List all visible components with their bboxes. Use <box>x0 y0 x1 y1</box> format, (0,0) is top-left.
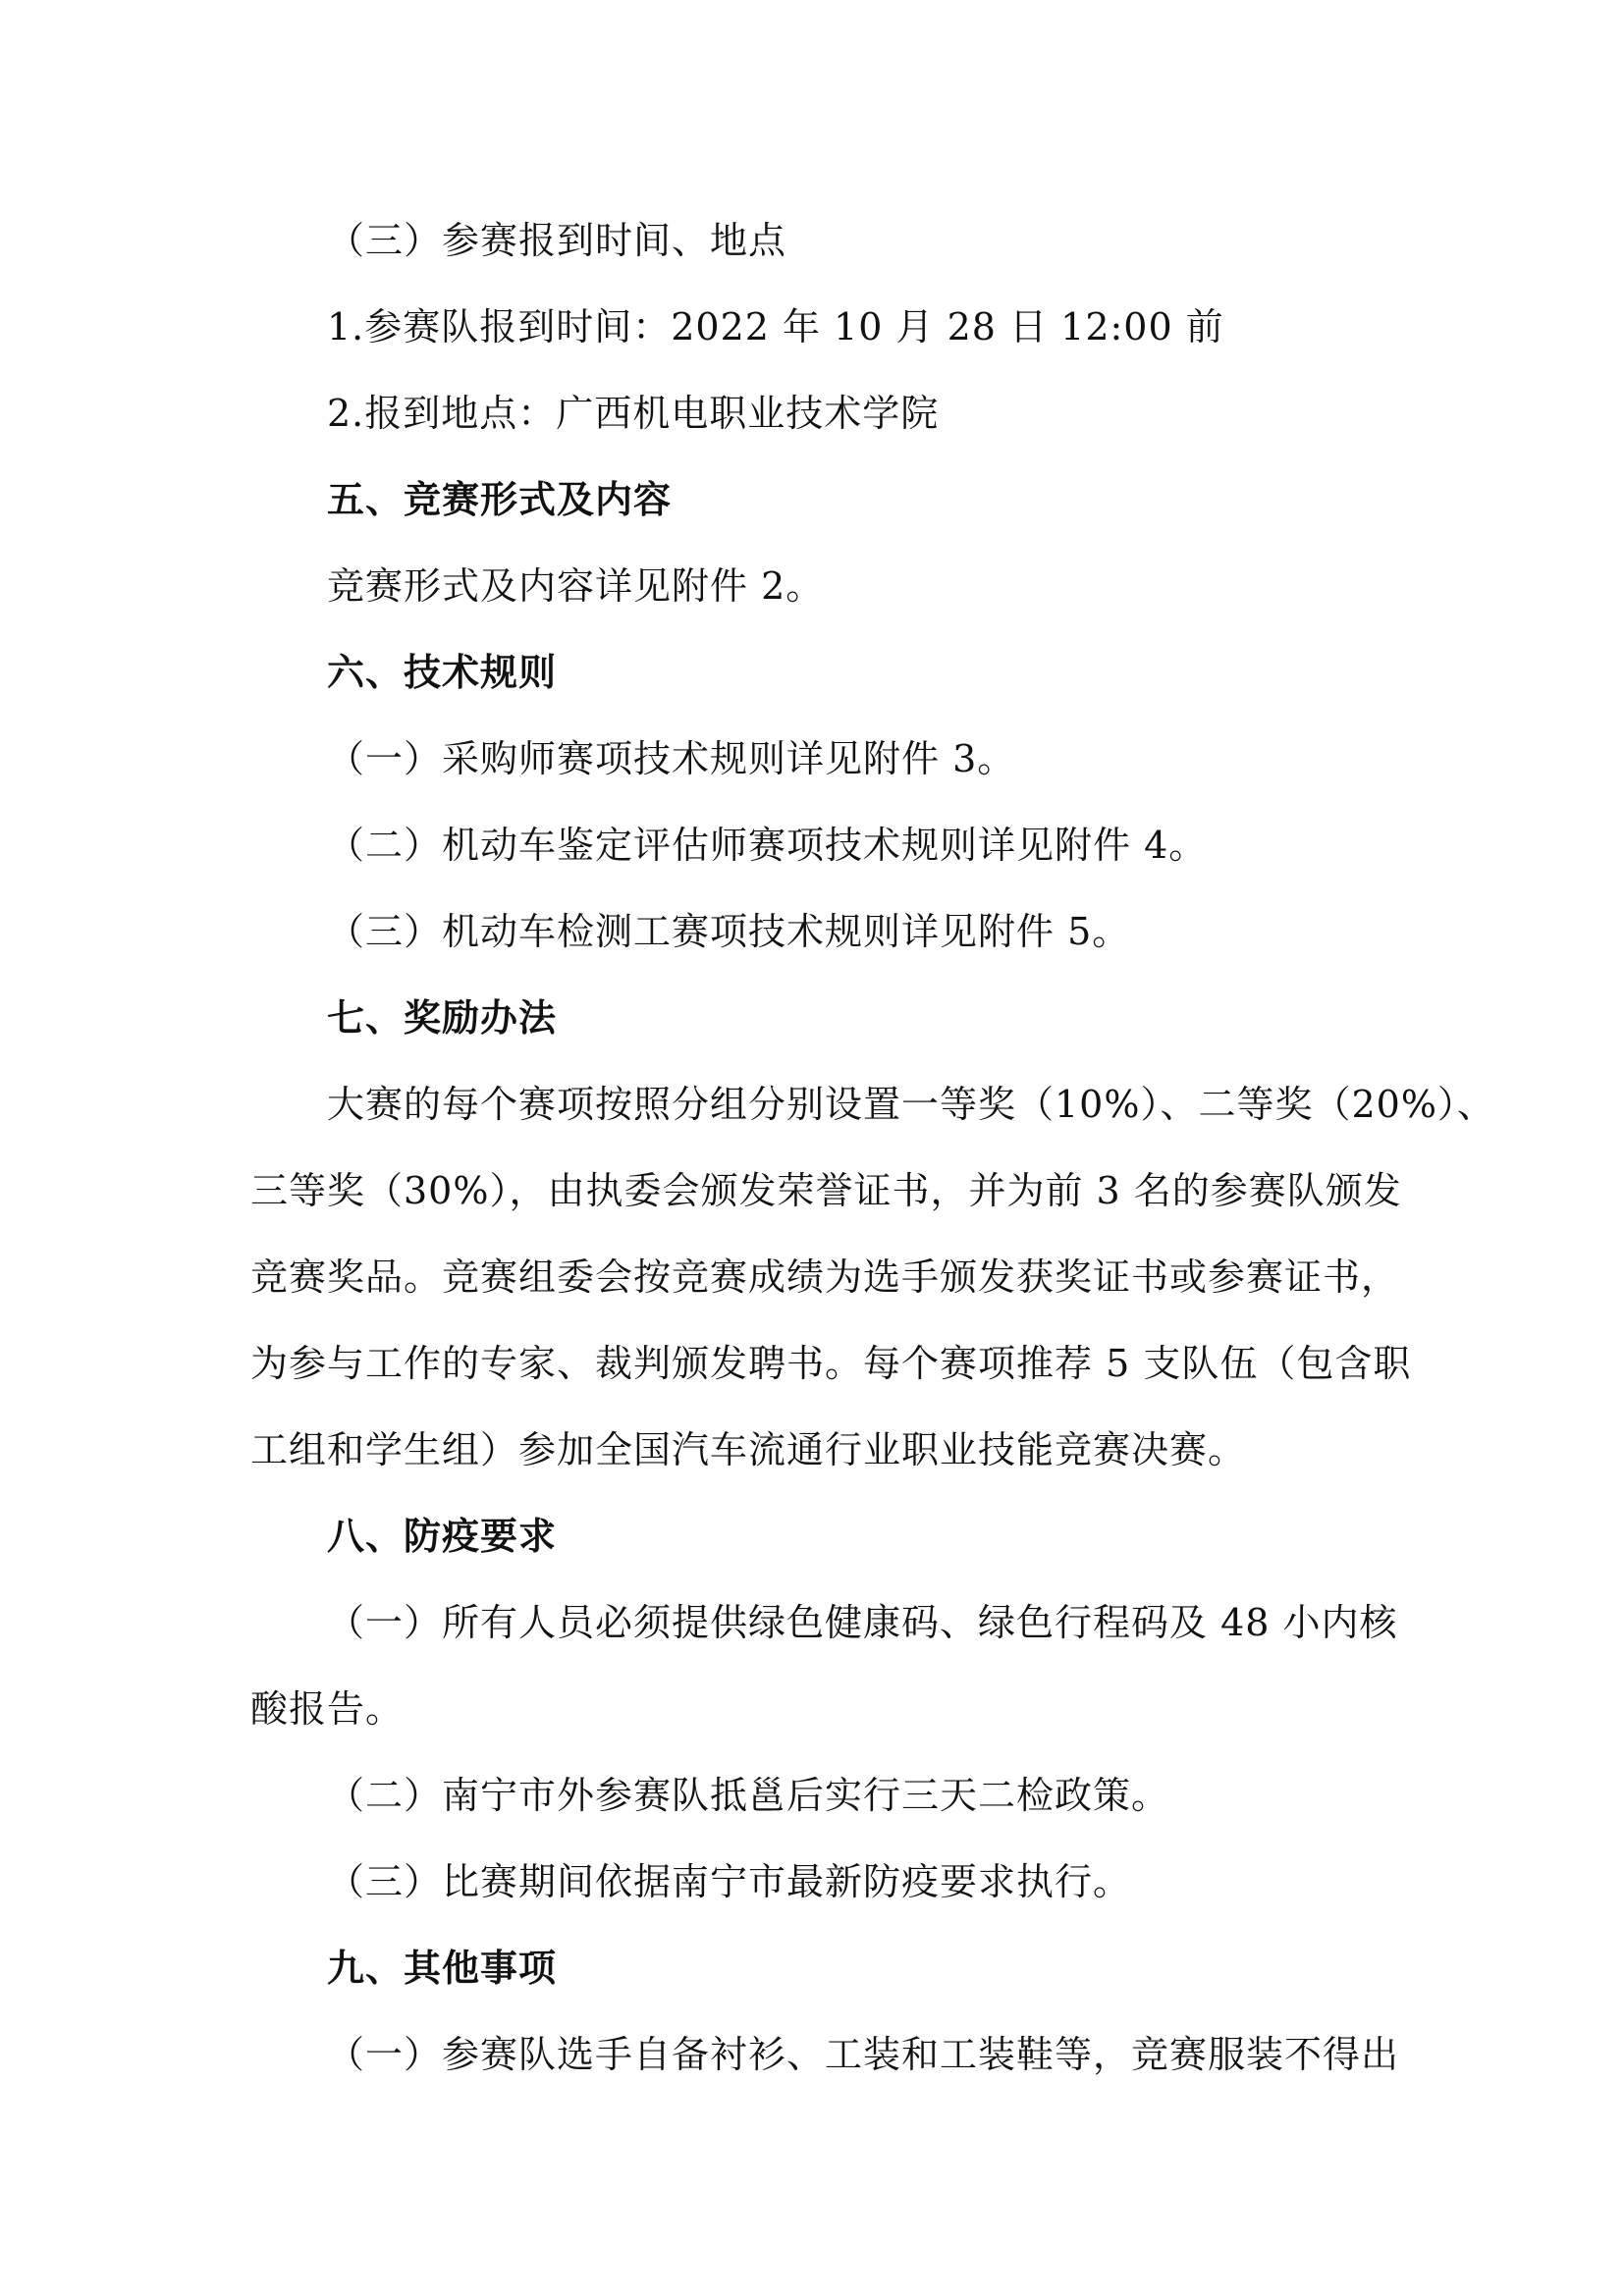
subsection-title-registration: （三）参赛报到时间、地点 <box>327 219 787 262</box>
section-heading-7: 七、奖励办法 <box>327 996 558 1040</box>
section-8-item-3: （三）比赛期间依据南宁市最新防疫要求执行。 <box>327 1860 1132 1903</box>
section-heading-8: 八、防疫要求 <box>327 1515 558 1558</box>
section-7-para-line-3: 竞赛奖品。竞赛组委会按竞赛成绩为选手颁发获奖证书或参赛证书， <box>250 1255 1400 1299</box>
section-9-item-1-line-1: （一）参赛队选手自备衬衫、工装和工装鞋等，竞赛服装不得出 <box>327 2033 1400 2076</box>
section-6-item-3: （三）机动车检测工赛项技术规则详见附件 5。 <box>327 910 1131 953</box>
section-5-text: 竞赛形式及内容详见附件 2。 <box>327 564 825 608</box>
section-7-para-line-5: 工组和学生组）参加全国汽车流通行业职业技能竞赛决赛。 <box>250 1428 1247 1471</box>
section-7-para-line-4: 为参与工作的专家、裁判颁发聘书。每个赛项推荐 5 支队伍（包含职 <box>250 1342 1412 1385</box>
section-heading-5: 五、竞赛形式及内容 <box>327 478 673 521</box>
section-heading-6: 六、技术规则 <box>327 651 558 694</box>
section-6-item-1: （一）采购师赛项技术规则详见附件 3。 <box>327 737 1016 780</box>
section-heading-9: 九、其他事项 <box>327 1947 558 1990</box>
section-8-item-1-line-1: （一）所有人员必须提供绿色健康码、绿色行程码及 48 小内核 <box>327 1601 1398 1644</box>
registration-time-item: 1.参赛队报到时间：2022 年 10 月 28 日 12:00 前 <box>327 305 1224 348</box>
registration-location-item: 2.报到地点：广西机电职业技术学院 <box>327 392 940 435</box>
section-6-item-2: （二）机动车鉴定评估师赛项技术规则详见附件 4。 <box>327 824 1208 867</box>
section-7-para-line-1: 大赛的每个赛项按照分组分别设置一等奖（10%）、二等奖（20%）、 <box>327 1083 1495 1126</box>
section-8-item-1-line-2: 酸报告。 <box>250 1687 405 1731</box>
section-8-item-2: （二）南宁市外参赛队抵邕后实行三天二检政策。 <box>327 1774 1170 1817</box>
section-7-para-line-2: 三等奖（30%），由执委会颁发荣誉证书，并为前 3 名的参赛队颁发 <box>250 1169 1402 1212</box>
